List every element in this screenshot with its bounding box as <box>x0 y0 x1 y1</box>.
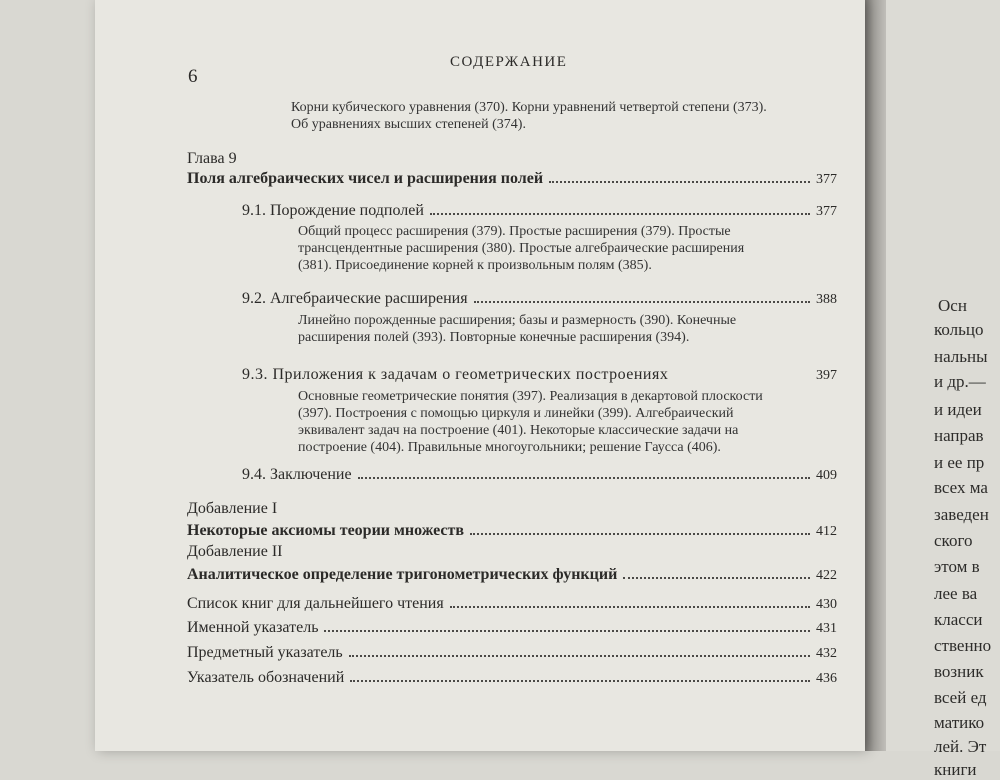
entry-page: 431 <box>816 621 837 636</box>
section-page: 377 <box>816 204 837 219</box>
right-page-line: всех ма <box>934 478 988 497</box>
left-page <box>95 0 865 751</box>
entry-title: Именной указатель <box>187 619 319 636</box>
section-entry[interactable] <box>242 290 837 308</box>
right-page-line: книги <box>934 760 977 779</box>
leader-dots <box>430 213 810 215</box>
section-page: 397 <box>816 368 837 383</box>
page-number: 6 <box>188 66 198 87</box>
leader-dots <box>349 655 810 657</box>
right-page-line: и ее пр <box>934 453 985 472</box>
section-description: Линейно порожденные расширения; базы и размерность (390). Конечные расширения полей (393). Повторные конечные расширения (394). <box>298 313 737 345</box>
entry-title: Указатель обозначений <box>187 669 345 686</box>
appendix-title: Аналитическое определение тригонометрических функций <box>187 566 618 583</box>
leader-dots <box>450 606 810 608</box>
section-page: 388 <box>816 292 837 307</box>
right-page-line: кольцо <box>934 320 984 339</box>
leader-dots <box>350 680 810 682</box>
entry-title: Предметный указатель <box>187 644 343 661</box>
leader-dots <box>358 477 810 479</box>
entry-page: 436 <box>816 671 837 686</box>
right-page <box>886 0 1000 779</box>
appendix-title: Некоторые аксиомы теории множеств <box>187 522 465 539</box>
right-page-line: и др.— <box>934 372 986 391</box>
section-page: 409 <box>816 468 837 483</box>
right-page-line: всей ед <box>934 688 987 707</box>
back-matter-entry[interactable] <box>187 644 837 662</box>
leader-dots <box>623 577 810 579</box>
right-page-line: заведен <box>934 505 989 524</box>
entry-page: 432 <box>816 646 837 661</box>
intro-description: Корни кубического уравнения (370). Корни уравнений четвертой степени (373). Об уравнениях высших степеней (374). <box>291 100 767 132</box>
right-page-line: класси <box>934 610 983 629</box>
chapter-label: Глава 9 <box>187 150 237 167</box>
leader-dots <box>474 301 810 303</box>
right-page-line: и идеи <box>934 400 982 419</box>
section-title: 9.1. Порождение подполей <box>242 202 424 219</box>
appendix-page: 422 <box>816 568 837 583</box>
leader-dots <box>470 533 810 535</box>
right-page-line: ского <box>934 531 973 550</box>
appendix-page: 412 <box>816 524 837 539</box>
right-page-line: возник <box>934 662 984 681</box>
entry-title: Список книг для дальнейшего чтения <box>187 595 444 612</box>
right-page-line: ственно <box>934 636 992 655</box>
section-title: 9.3. Приложения к задачам о геометрических построениях <box>242 366 669 383</box>
section-description: Общий процесс расширения (379). Простые расширения (379). Простые трансцендентные расширения (380). Простые алгебраические расширения (381). Присоединение корней к произвольным полям (385). <box>298 224 745 273</box>
right-page-line: Осн <box>938 296 967 315</box>
right-page-line: этом в <box>934 557 980 576</box>
leader-dots <box>324 630 810 632</box>
appendix-entry[interactable] <box>187 566 837 584</box>
chapter-page: 377 <box>816 172 837 187</box>
section-description: Основные геометрические понятия (397). Реализация в декартовой плоскости (397). Построения с помощью циркуля и линейки (399). Алгебраический эквивалент задач на построение (401). Некоторые классические задачи на построение (404). Правильные многоугольники; решение Гаусса (406). <box>298 389 763 455</box>
section-entry[interactable] <box>242 202 837 220</box>
right-page-line: лее ва <box>934 584 978 603</box>
right-page-line: нальны <box>934 347 988 366</box>
section-title: 9.4. Заключение <box>242 466 352 483</box>
section-entry[interactable] <box>242 466 837 484</box>
right-page-line: матико <box>934 713 985 732</box>
chapter-entry[interactable] <box>187 170 837 188</box>
appendix-label: Добавление II <box>187 543 283 560</box>
right-page-line: лей. Эт <box>934 737 987 756</box>
back-matter-entry[interactable] <box>187 669 837 687</box>
chapter-title: Поля алгебраических чисел и расширения полей <box>187 170 544 187</box>
right-page-line: направ <box>934 426 984 445</box>
appendix-entry[interactable] <box>187 522 837 540</box>
section-entry[interactable] <box>242 366 837 384</box>
entry-page: 430 <box>816 597 837 612</box>
leader-dots <box>549 181 810 183</box>
running-head: СОДЕРЖАНИЕ <box>450 54 568 70</box>
back-matter-entry[interactable] <box>187 595 837 613</box>
appendix-label: Добавление I <box>187 500 278 517</box>
section-title: 9.2. Алгебраические расширения <box>242 290 468 307</box>
back-matter-entry[interactable] <box>187 619 837 637</box>
